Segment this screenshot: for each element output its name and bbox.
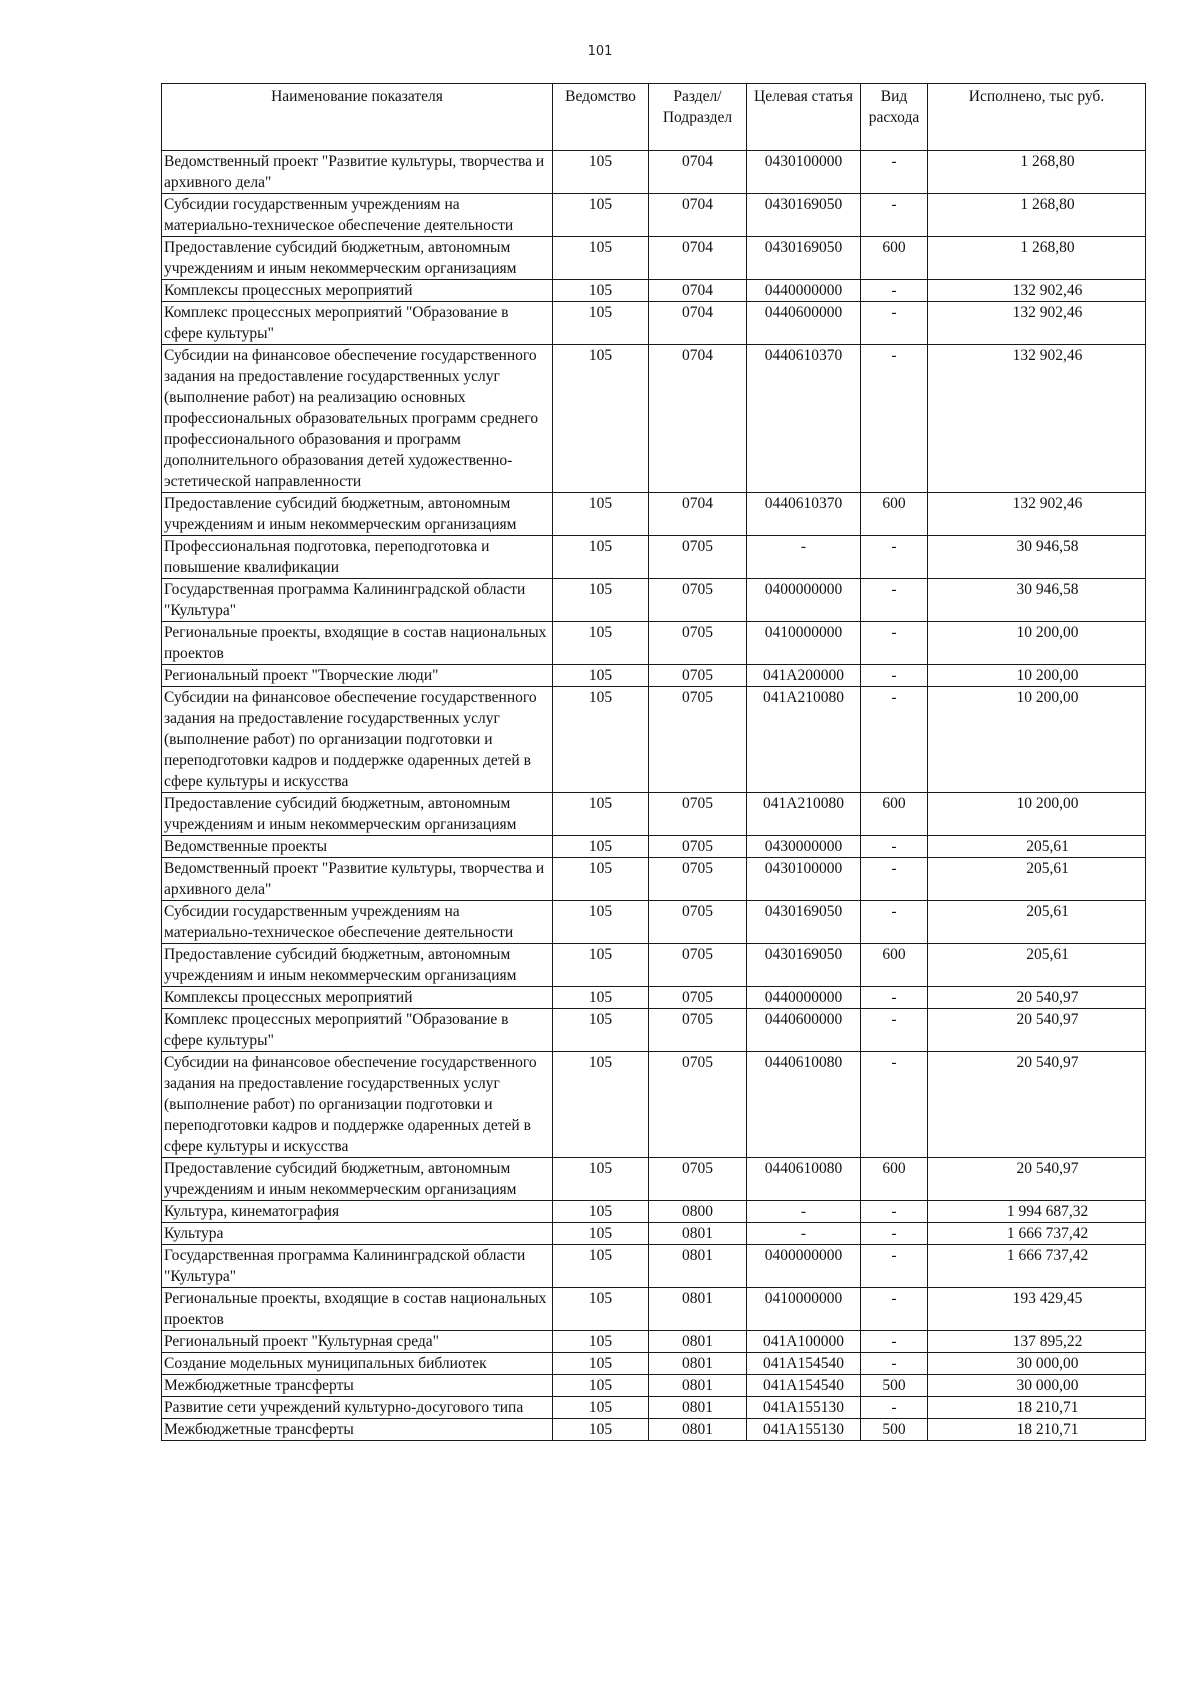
cell-target-article: 0430169050	[747, 194, 861, 237]
cell-target-article: 0440000000	[747, 280, 861, 302]
cell-department: 105	[553, 858, 649, 901]
cell-indicator-name: Культура, кинематография	[162, 1201, 553, 1223]
table-row	[162, 836, 1146, 858]
cell-target-article: 041A210080	[747, 793, 861, 836]
table-row	[162, 1009, 1146, 1052]
cell-indicator-name: Комплекс процессных мероприятий "Образование в сфере культуры"	[162, 1009, 553, 1052]
cell-department: 105	[553, 237, 649, 280]
cell-department: 105	[553, 987, 649, 1009]
cell-indicator-name: Межбюджетные трансферты	[162, 1419, 553, 1441]
cell-indicator-name: Комплексы процессных мероприятий	[162, 280, 553, 302]
cell-target-article: 041A100000	[747, 1331, 861, 1353]
cell-executed-amount: 132 902,46	[928, 345, 1146, 493]
cell-target-article: 0440610080	[747, 1158, 861, 1201]
cell-target-article: 0410000000	[747, 1288, 861, 1331]
cell-section: 0704	[649, 493, 747, 536]
cell-executed-amount: 30 000,00	[928, 1375, 1146, 1397]
cell-section: 0705	[649, 579, 747, 622]
cell-target-article: 041A200000	[747, 665, 861, 687]
cell-section: 0704	[649, 194, 747, 237]
cell-expense-type: 600	[861, 493, 928, 536]
cell-executed-amount: 30 946,58	[928, 579, 1146, 622]
cell-section: 0801	[649, 1223, 747, 1245]
cell-executed-amount: 10 200,00	[928, 665, 1146, 687]
cell-expense-type: -	[861, 858, 928, 901]
cell-executed-amount: 1 268,80	[928, 151, 1146, 194]
table-row	[162, 858, 1146, 901]
cell-target-article: 0440000000	[747, 987, 861, 1009]
cell-department: 105	[553, 1375, 649, 1397]
cell-executed-amount: 18 210,71	[928, 1397, 1146, 1419]
table-row	[162, 1288, 1146, 1331]
cell-department: 105	[553, 345, 649, 493]
cell-executed-amount: 205,61	[928, 858, 1146, 901]
cell-expense-type: -	[861, 622, 928, 665]
cell-expense-type: 500	[861, 1419, 928, 1441]
cell-department: 105	[553, 1288, 649, 1331]
cell-expense-type: -	[861, 536, 928, 579]
cell-target-article: -	[747, 536, 861, 579]
cell-executed-amount: 20 540,97	[928, 1158, 1146, 1201]
cell-expense-type: 600	[861, 944, 928, 987]
cell-department: 105	[553, 793, 649, 836]
cell-expense-type: -	[861, 901, 928, 944]
cell-expense-type: -	[861, 687, 928, 793]
cell-executed-amount: 137 895,22	[928, 1331, 1146, 1353]
table-row	[162, 1052, 1146, 1158]
table-body	[162, 151, 1146, 1441]
cell-section: 0705	[649, 944, 747, 987]
cell-expense-type: -	[861, 1397, 928, 1419]
cell-department: 105	[553, 1245, 649, 1288]
cell-section: 0705	[649, 987, 747, 1009]
cell-section: 0801	[649, 1375, 747, 1397]
cell-department: 105	[553, 280, 649, 302]
cell-section: 0801	[649, 1353, 747, 1375]
cell-indicator-name: Профессиональная подготовка, переподготовка и повышение квалификации	[162, 536, 553, 579]
cell-department: 105	[553, 1397, 649, 1419]
budget-execution-table	[161, 83, 1146, 1441]
cell-executed-amount: 1 268,80	[928, 237, 1146, 280]
cell-executed-amount: 10 200,00	[928, 793, 1146, 836]
cell-target-article: 0440600000	[747, 302, 861, 345]
table-row	[162, 1353, 1146, 1375]
cell-department: 105	[553, 1419, 649, 1441]
cell-department: 105	[553, 687, 649, 793]
cell-indicator-name: Межбюджетные трансферты	[162, 1375, 553, 1397]
cell-indicator-name: Создание модельных муниципальных библиотек	[162, 1353, 553, 1375]
cell-section: 0705	[649, 622, 747, 665]
cell-target-article: 0400000000	[747, 1245, 861, 1288]
cell-expense-type: -	[861, 579, 928, 622]
table-row	[162, 536, 1146, 579]
cell-target-article: 041A154540	[747, 1353, 861, 1375]
table-row	[162, 1375, 1146, 1397]
cell-section: 0704	[649, 151, 747, 194]
cell-executed-amount: 1 666 737,42	[928, 1223, 1146, 1245]
cell-target-article: 0440610370	[747, 345, 861, 493]
cell-section: 0801	[649, 1397, 747, 1419]
cell-indicator-name: Государственная программа Калининградской области "Культура"	[162, 579, 553, 622]
page-number: 101	[587, 44, 613, 59]
cell-department: 105	[553, 302, 649, 345]
cell-expense-type: -	[861, 345, 928, 493]
cell-target-article: 0430000000	[747, 836, 861, 858]
table-header-row	[162, 84, 1146, 151]
cell-executed-amount: 132 902,46	[928, 302, 1146, 345]
cell-indicator-name: Субсидии на финансовое обеспечение государственного задания на предоставление государственных услуг (выполнение работ) по организации подготовки и переподготовки кадров и поддержке одаренных детей в сфере культуры и искусства	[162, 687, 553, 793]
cell-expense-type: -	[861, 302, 928, 345]
cell-indicator-name: Предоставление субсидий бюджетным, автономным учреждениям и иным некоммерческим организациям	[162, 944, 553, 987]
cell-target-article: 0430169050	[747, 237, 861, 280]
table-row	[162, 345, 1146, 493]
cell-target-article: 0440610370	[747, 493, 861, 536]
cell-department: 105	[553, 1331, 649, 1353]
cell-department: 105	[553, 901, 649, 944]
table-row	[162, 1397, 1146, 1419]
table-row	[162, 194, 1146, 237]
cell-executed-amount: 20 540,97	[928, 987, 1146, 1009]
cell-expense-type: -	[861, 987, 928, 1009]
cell-executed-amount: 1 994 687,32	[928, 1201, 1146, 1223]
cell-expense-type: -	[861, 665, 928, 687]
cell-section: 0705	[649, 1052, 747, 1158]
cell-department: 105	[553, 622, 649, 665]
cell-executed-amount: 132 902,46	[928, 493, 1146, 536]
table-row	[162, 944, 1146, 987]
cell-department: 105	[553, 493, 649, 536]
cell-indicator-name: Развитие сети учреждений культурно-досугового типа	[162, 1397, 553, 1419]
cell-indicator-name: Государственная программа Калининградской области "Культура"	[162, 1245, 553, 1288]
column-header-department: Ведомство	[553, 84, 649, 151]
column-header-indicator-name: Наименование показателя	[162, 84, 553, 151]
cell-section: 0704	[649, 345, 747, 493]
cell-section: 0704	[649, 302, 747, 345]
table-row	[162, 687, 1146, 793]
cell-expense-type: -	[861, 1245, 928, 1288]
cell-indicator-name: Региональные проекты, входящие в состав национальных проектов	[162, 622, 553, 665]
table-row	[162, 1331, 1146, 1353]
table-row	[162, 280, 1146, 302]
cell-target-article: 0400000000	[747, 579, 861, 622]
table-row	[162, 622, 1146, 665]
cell-expense-type: -	[861, 1223, 928, 1245]
cell-section: 0801	[649, 1331, 747, 1353]
cell-indicator-name: Субсидии на финансовое обеспечение государственного задания на предоставление государственных услуг (выполнение работ) на реализацию основных профессиональных образовательных программ среднего профессионального образования и программ дополнительного образования детей художественно-эстетической направленности	[162, 345, 553, 493]
cell-executed-amount: 205,61	[928, 836, 1146, 858]
column-header-executed-amount: Исполнено, тыс руб.	[928, 84, 1146, 151]
cell-indicator-name: Региональный проект "Культурная среда"	[162, 1331, 553, 1353]
cell-target-article: 041A155130	[747, 1397, 861, 1419]
cell-target-article: 0440600000	[747, 1009, 861, 1052]
cell-department: 105	[553, 1201, 649, 1223]
cell-indicator-name: Ведомственные проекты	[162, 836, 553, 858]
cell-department: 105	[553, 536, 649, 579]
cell-section: 0705	[649, 858, 747, 901]
cell-expense-type: 500	[861, 1375, 928, 1397]
cell-department: 105	[553, 1223, 649, 1245]
cell-section: 0705	[649, 665, 747, 687]
table-row	[162, 1245, 1146, 1288]
cell-expense-type: -	[861, 1201, 928, 1223]
table-row	[162, 1419, 1146, 1441]
cell-indicator-name: Комплексы процессных мероприятий	[162, 987, 553, 1009]
cell-target-article: 0430100000	[747, 858, 861, 901]
cell-section: 0705	[649, 901, 747, 944]
table-row	[162, 493, 1146, 536]
cell-indicator-name: Ведомственный проект "Развитие культуры, творчества и архивного дела"	[162, 858, 553, 901]
cell-expense-type: -	[861, 194, 928, 237]
cell-executed-amount: 10 200,00	[928, 687, 1146, 793]
table-row	[162, 151, 1146, 194]
cell-indicator-name: Субсидии на финансовое обеспечение государственного задания на предоставление государственных услуг (выполнение работ) по организации подготовки и переподготовки кадров и поддержке одаренных детей в сфере культуры и искусства	[162, 1052, 553, 1158]
cell-target-article: -	[747, 1223, 861, 1245]
cell-department: 105	[553, 1009, 649, 1052]
table-row	[162, 901, 1146, 944]
cell-executed-amount: 1 666 737,42	[928, 1245, 1146, 1288]
cell-expense-type: 600	[861, 1158, 928, 1201]
cell-section: 0800	[649, 1201, 747, 1223]
cell-executed-amount: 18 210,71	[928, 1419, 1146, 1441]
cell-indicator-name: Предоставление субсидий бюджетным, автономным учреждениям и иным некоммерческим организациям	[162, 1158, 553, 1201]
cell-section: 0704	[649, 280, 747, 302]
cell-target-article: 0430100000	[747, 151, 861, 194]
cell-indicator-name: Предоставление субсидий бюджетным, автономным учреждениям и иным некоммерческим организациям	[162, 493, 553, 536]
table-row	[162, 1158, 1146, 1201]
cell-indicator-name: Предоставление субсидий бюджетным, автономным учреждениям и иным некоммерческим организациям	[162, 237, 553, 280]
cell-executed-amount: 10 200,00	[928, 622, 1146, 665]
cell-target-article: 041A210080	[747, 687, 861, 793]
cell-expense-type: 600	[861, 237, 928, 280]
cell-indicator-name: Субсидии государственным учреждениям на материально-техническое обеспечение деятельности	[162, 901, 553, 944]
cell-target-article: 0430169050	[747, 944, 861, 987]
cell-department: 105	[553, 194, 649, 237]
cell-target-article: -	[747, 1201, 861, 1223]
cell-expense-type: -	[861, 1353, 928, 1375]
cell-expense-type: -	[861, 836, 928, 858]
column-header-target-article: Целевая статья	[747, 84, 861, 151]
cell-department: 105	[553, 665, 649, 687]
cell-target-article: 041A155130	[747, 1419, 861, 1441]
cell-indicator-name: Субсидии государственным учреждениям на материально-техническое обеспечение деятельности	[162, 194, 553, 237]
cell-indicator-name: Комплекс процессных мероприятий "Образование в сфере культуры"	[162, 302, 553, 345]
cell-section: 0705	[649, 793, 747, 836]
table-row	[162, 665, 1146, 687]
cell-department: 105	[553, 1052, 649, 1158]
cell-target-article: 041A154540	[747, 1375, 861, 1397]
cell-section: 0705	[649, 536, 747, 579]
table-row	[162, 793, 1146, 836]
cell-expense-type: -	[861, 1052, 928, 1158]
cell-executed-amount: 205,61	[928, 901, 1146, 944]
cell-department: 105	[553, 1353, 649, 1375]
cell-department: 105	[553, 836, 649, 858]
table-row	[162, 237, 1146, 280]
cell-section: 0705	[649, 1158, 747, 1201]
cell-section: 0801	[649, 1288, 747, 1331]
cell-section: 0801	[649, 1419, 747, 1441]
cell-indicator-name: Региональный проект "Творческие люди"	[162, 665, 553, 687]
table-row	[162, 579, 1146, 622]
cell-section: 0705	[649, 1009, 747, 1052]
cell-expense-type: -	[861, 1331, 928, 1353]
cell-section: 0705	[649, 836, 747, 858]
cell-executed-amount: 205,61	[928, 944, 1146, 987]
cell-executed-amount: 20 540,97	[928, 1052, 1146, 1158]
cell-expense-type: -	[861, 280, 928, 302]
cell-department: 105	[553, 579, 649, 622]
cell-executed-amount: 193 429,45	[928, 1288, 1146, 1331]
cell-department: 105	[553, 944, 649, 987]
cell-expense-type: -	[861, 151, 928, 194]
cell-target-article: 0440610080	[747, 1052, 861, 1158]
cell-executed-amount: 20 540,97	[928, 1009, 1146, 1052]
cell-section: 0801	[649, 1245, 747, 1288]
cell-expense-type: 600	[861, 793, 928, 836]
column-header-section: Раздел/ Подраздел	[649, 84, 747, 151]
cell-department: 105	[553, 1158, 649, 1201]
table-row	[162, 1223, 1146, 1245]
cell-section: 0704	[649, 237, 747, 280]
cell-executed-amount: 30 000,00	[928, 1353, 1146, 1375]
cell-section: 0705	[649, 687, 747, 793]
table-row	[162, 302, 1146, 345]
cell-indicator-name: Ведомственный проект "Развитие культуры, творчества и архивного дела"	[162, 151, 553, 194]
cell-executed-amount: 1 268,80	[928, 194, 1146, 237]
cell-target-article: 0430169050	[747, 901, 861, 944]
cell-expense-type: -	[861, 1009, 928, 1052]
table-row	[162, 987, 1146, 1009]
column-header-expense-type: Вид расхода	[861, 84, 928, 151]
cell-indicator-name: Культура	[162, 1223, 553, 1245]
cell-indicator-name: Предоставление субсидий бюджетным, автономным учреждениям и иным некоммерческим организациям	[162, 793, 553, 836]
cell-department: 105	[553, 151, 649, 194]
cell-executed-amount: 132 902,46	[928, 280, 1146, 302]
table-row	[162, 1201, 1146, 1223]
cell-expense-type: -	[861, 1288, 928, 1331]
cell-target-article: 0410000000	[747, 622, 861, 665]
cell-indicator-name: Региональные проекты, входящие в состав национальных проектов	[162, 1288, 553, 1331]
cell-executed-amount: 30 946,58	[928, 536, 1146, 579]
